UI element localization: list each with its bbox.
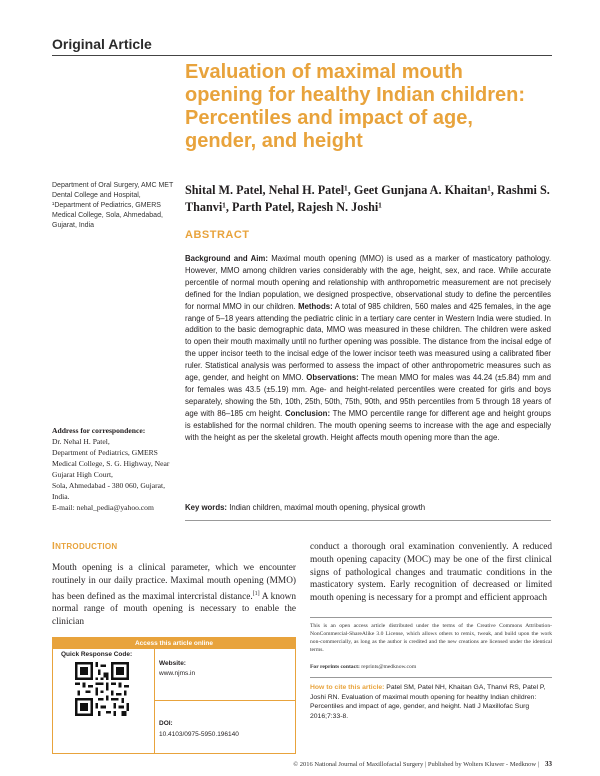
reprints-label: For reprints contact: [310,664,360,670]
abstract-heading: ABSTRACT [185,229,250,241]
keywords-rule [185,520,551,521]
abstract-methods-text: A total of 985 children, 560 males and 425 females, in the age range of 5–18 years attending the pediatric clinic in a tertiary care center in Western India were studied. In addition to the basic demographic data, MMO was measured in these children. The children were asked to open their mouth maximally until no further opening was possible. The distance from the incisal edge of the upper incisor teeth to the incisal edge of the lower incisor teeth was measured using a calibrated fiber ruler. Statistical analysis was performed to assess the impact of other anthropometric measures such as age, gender, and height on MMO. [185,301,551,383]
introduction-heading-rest: NTRODUCTION [55,542,118,551]
correspondence-lines: Dr. Nehal H. Patel, Department of Pediatrics, GMERS Medical College, S. G. Highway, Near Gujarat High Court, Sola, Ahmedabad - 380 060, Gujarat, India. E-mail: nehal_pedia@yahoo.com [52,437,170,512]
abstract-observations-text: The mean MMO for males was 44.24 (±5.84) mm and for females was 43.5 (±5.19) mm. Age- and height-related percentiles were created for girls and boys separately, showing the 5th, 10th, 25th, 50th, 75th, 90th, and 95th percentiles from 5 through 18 years of age with 86–185 cm height. [185,373,551,418]
introduction-heading-initial: I [52,541,56,552]
introduction-heading [52,541,118,552]
how-to-cite [310,683,552,721]
keywords-text: Indian children, maximal mouth opening, physical growth [227,503,426,512]
abstract-background-text: Maximal mouth opening (MMO) is used as a marker of masticatory pathology. However, MMO among children varies considerably with the age, height, sex, and race. While accurate percentile of normal mouth opening and relationship with anthropometric measurement are not precisely defined for the Indian population, we designed prospective, observational study to define the percentiles for normal MMO in our children. [185,254,552,311]
qr-code-icon [75,662,129,716]
introduction-text-a: Mouth opening is a clinical parameter, which we encounter routinely in our daily practice. Maximal mouth opening (MMO) has been defined as the maximal intercristal distance. [52,563,296,602]
abstract-conclusion-text: The MMO percentile range for different age and height groups is established for the normal children. The mouth opening seems to increase with the age and especially with the height as per the skeletal growth. Height affects mouth opening more than the age. [185,408,551,442]
license-rule [310,617,552,618]
introduction-left-column [52,562,296,629]
correspondence-address [52,425,182,513]
website-label: Website: [159,660,186,667]
abstract-conclusion-label: Conclusion: [285,408,331,418]
abstract-methods-label: Methods: [298,301,333,311]
page-number: 33 [545,760,552,768]
website-link[interactable]: www.njms.in [159,670,196,677]
doi-label: DOI: [159,720,173,727]
reprints-contact [310,664,416,670]
header-rule [52,55,552,56]
section-label: Original Article [52,36,152,52]
cite-label: How to cite this article: [310,684,385,691]
reference-link[interactable]: [1] [252,590,260,597]
access-box-horizontal-divider [154,700,296,701]
doi-link[interactable]: 10.4103/0975-5950.196140 [159,731,239,738]
article-title: Evaluation of maximal mouth opening for healthy Indian children: Percentiles and impact of age, gender, and height [185,61,526,152]
access-box-vertical-divider [154,649,155,754]
license-notice: This is an open access article distributed under the terms of the Creative Commons Attribution-NonCommercial-ShareAlike 3.0 License, which allows others to remix, tweak, and build upon the work non-commercially, as long as the author is credited and the new creations are licensed under the identical terms. [310,623,552,653]
keywords-label: Key words: [185,503,228,512]
page-footer [52,760,552,768]
abstract-background-label: Background and Aim: [185,254,268,263]
introduction-right-column: conduct a thorough oral examination conveniently. A reduced mouth opening capacity (MOC) may be one of the first clinical signs of pathological changes and traumatic conditions in the masticatory system. Early recognition of decreased or limited mouth opening is necessary for a prompt and efficient approach [310,542,552,604]
access-box-title: Access this article online [53,638,295,649]
access-article-box [52,637,296,754]
introduction-text-b: A known normal range of mouth opening is necessary to enable the clinician [52,591,296,628]
abstract-observations-label: Observations: [306,373,359,383]
author-list: Shital M. Patel, Nehal H. Patel¹, Geet Gunjana A. Khaitan¹, Rashmi S. Thanvi¹, Parth Patel, Rajesh N. Joshi¹ [185,183,550,214]
affiliations: Department of Oral Surgery, AMC MET Dental College and Hospital, ¹Department of Pediatrics, GMERS Medical College, Sola, Ahmedabad, Gujarat, India [52,182,174,229]
reprints-email[interactable]: reprints@medknow.com [359,664,417,670]
keywords [185,502,551,513]
cite-text: Patel SM, Patel NH, Khaitan GA, Thanvi RS, Patel P, Joshi RN. Evaluation of maximal mouth opening for healthy Indian children: Percentiles and impact of age, gender, and height. Natl J Maxillofac Surg 2016;7:33-8. [310,684,546,720]
abstract-body [185,253,551,444]
cite-rule [310,677,552,678]
correspondence-heading: Address for correspondence: [52,426,146,435]
qr-code-label: Quick Response Code: [61,651,133,658]
footer-text: © 2016 National Journal of Maxillofacial Surgery | Published by Wolters Kluwer - Medknow | [293,761,539,768]
